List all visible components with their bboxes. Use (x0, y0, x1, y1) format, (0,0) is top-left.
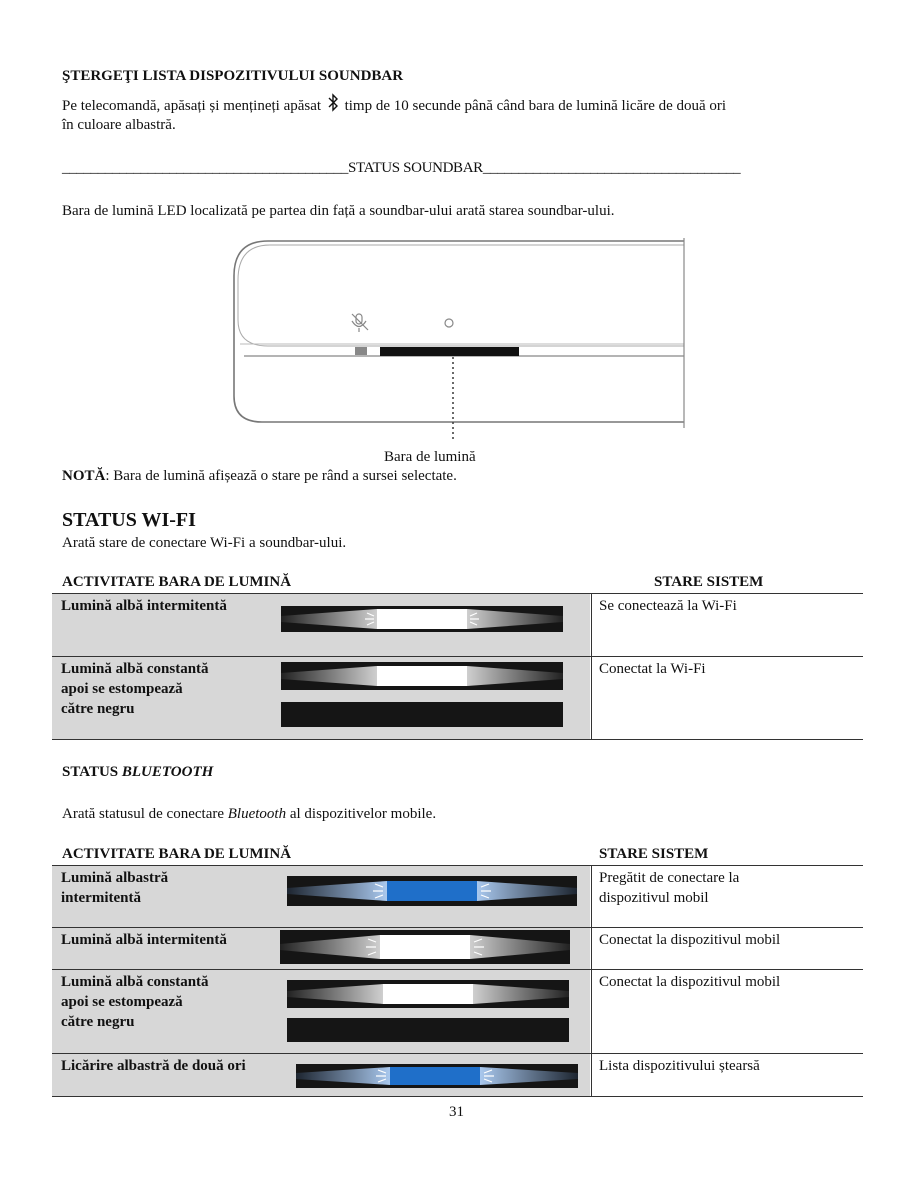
white-fade-strip (287, 980, 569, 1046)
table-row (52, 970, 590, 1053)
activity-label: Lumină albastră intermitentă (61, 870, 169, 906)
bluetooth-title-italic: BLUETOOTH (121, 764, 214, 780)
table-rule (52, 1053, 863, 1054)
activity-label: Lumină albă constantă apoi se estompează către negru (61, 661, 209, 717)
status-soundbar-description: Bara de lumină LED localizată pe partea din față a soundbar-ului arată starea soundbar-ului. (62, 203, 615, 219)
wifi-status-1: Se conectează la Wi-Fi (599, 598, 737, 614)
blue-blink-strip (287, 876, 577, 906)
blue-flash-strip (296, 1064, 578, 1088)
bluetooth-description (62, 804, 436, 825)
reset-text-part2: timp de 10 secunde până când bara de lumină licăre de două ori (344, 98, 727, 114)
wifi-col-status: STARE SISTEM (654, 574, 764, 590)
bt-status-4: Lista dispozitivului ștearsă (599, 1058, 760, 1074)
note-text: : Bara de lumină afișează o stare pe rând a sursei selectate. (105, 468, 457, 484)
heading-rule-left: ________________________________________ (62, 160, 349, 176)
table-row (52, 1054, 590, 1096)
table-rule (52, 969, 863, 970)
bt-col-activity: ACTIVITATE BARA DE LUMINĂ (62, 846, 292, 862)
page-number: 31 (449, 1104, 464, 1120)
reset-instruction (62, 93, 726, 117)
bt-desc-3: al dispozitivelor mobile. (286, 806, 437, 822)
table-row (52, 594, 590, 656)
white-fade-strip (281, 662, 563, 730)
bt-desc-2: Bluetooth (227, 806, 287, 822)
bt-status-1: Pregătit de conectare la dispozitivul mobil (599, 870, 740, 906)
heading-rule-right: ____________________________________ (482, 160, 741, 176)
wifi-col-activity: ACTIVITATE BARA DE LUMINĂ (62, 574, 292, 590)
activity-label: Lumină albă constantă apoi se estompează către negru (61, 974, 209, 1030)
status-soundbar-title: STATUS SOUNDBAR (348, 160, 483, 176)
bluetooth-title (62, 764, 213, 781)
table-row (52, 928, 590, 969)
table-row (52, 866, 590, 927)
activity-label: Lumină albă intermitentă (61, 932, 227, 948)
table-row (52, 657, 590, 739)
light-bar (380, 347, 519, 356)
white-blink-strip (281, 606, 563, 632)
table-divider (591, 593, 592, 739)
reset-title: ŞTERGEŢI LISTA DISPOZITIVULUI SOUNDBAR (62, 68, 404, 84)
table-rule (52, 739, 863, 740)
mic-off-icon (352, 314, 368, 332)
status-soundbar-heading (62, 158, 740, 179)
wifi-description: Arată stare de conectare Wi-Fi a soundbar-ului. (62, 535, 347, 551)
bt-col-status: STARE SISTEM (599, 846, 709, 862)
figure-caption: Bara de lumină (384, 449, 476, 465)
bt-desc-1: Arată statusul de conectare (62, 806, 228, 822)
bluetooth-title-plain: STATUS (62, 764, 122, 780)
table-rule (52, 656, 863, 657)
table-rule (52, 1096, 863, 1097)
soundbar-illustration (228, 236, 690, 448)
wifi-title: STATUS WI-FI (62, 509, 196, 531)
table-rule (52, 927, 863, 928)
wifi-status-2: Conectat la Wi-Fi (599, 661, 706, 677)
note-label: NOTĂ (62, 468, 106, 484)
bluetooth-icon (327, 93, 339, 113)
table-rule (52, 593, 863, 594)
action-button-icon (445, 319, 453, 327)
activity-label: Lumină albă intermitentă (61, 598, 227, 614)
reset-text-line2: în culoare albastră. (62, 117, 176, 133)
bt-status-2: Conectat la dispozitivul mobil (599, 932, 781, 948)
reset-text-part1: Pe telecomandă, apăsați și mențineți apăsat (62, 98, 322, 114)
table-rule (52, 865, 863, 866)
white-blink-strip (280, 930, 570, 964)
table-divider (591, 865, 592, 1096)
note (62, 466, 457, 487)
bt-status-3: Conectat la dispozitivul mobil (599, 974, 781, 990)
activity-label: Licărire albastră de două ori (61, 1058, 246, 1074)
